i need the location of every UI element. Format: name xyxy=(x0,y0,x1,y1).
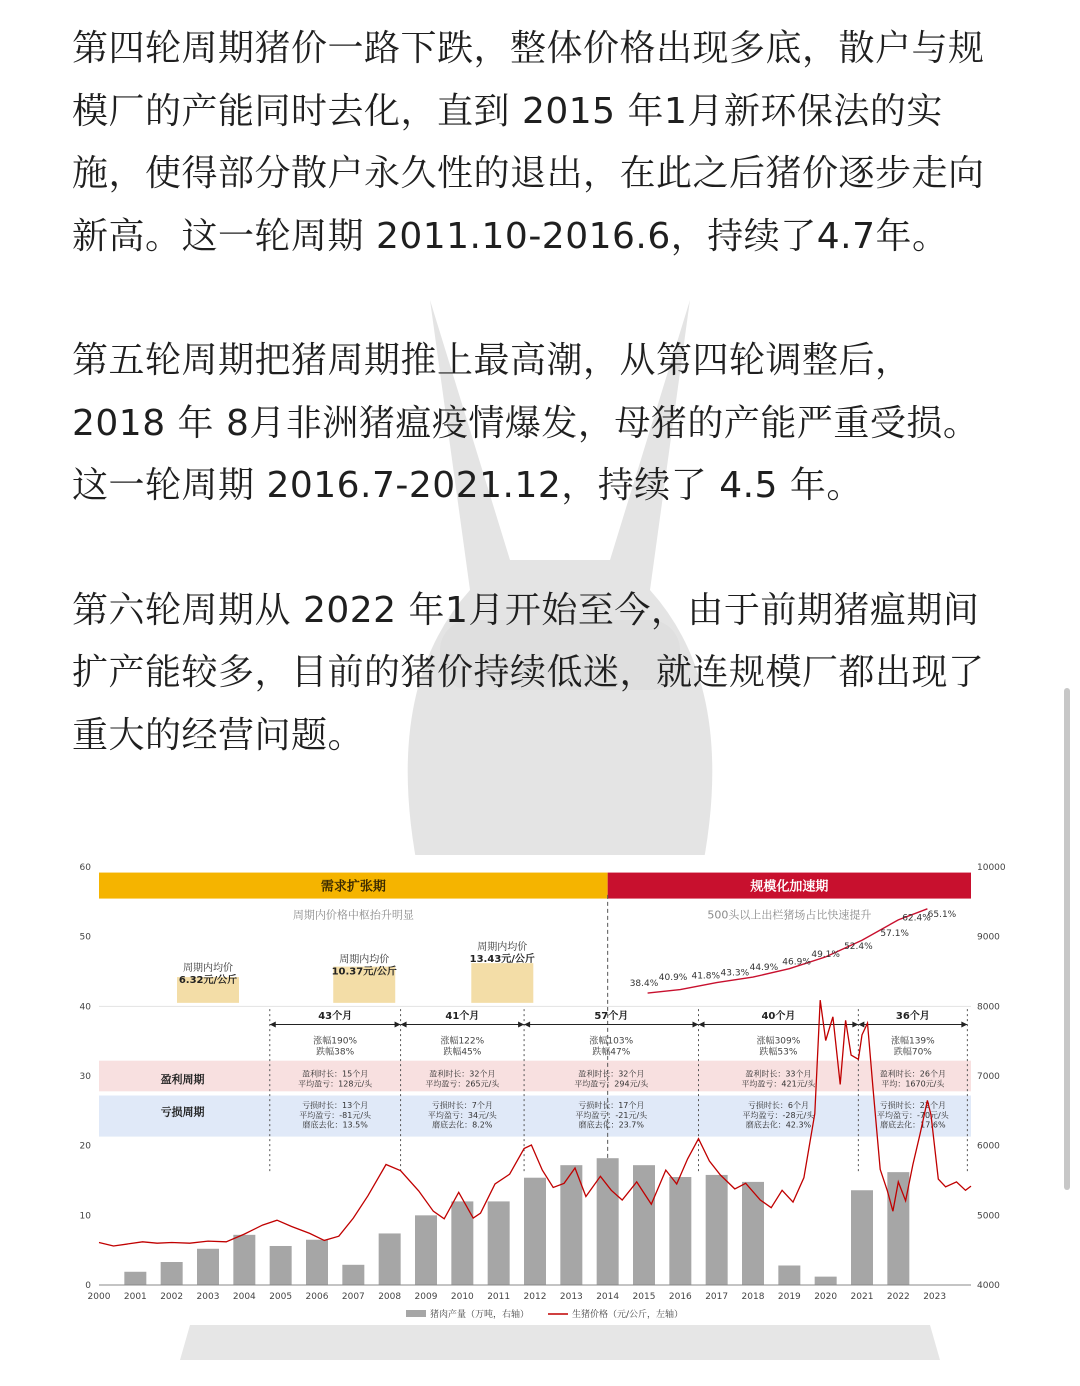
phase-subtitle-demand: 周期内价格中枢抬升明显 xyxy=(292,908,414,922)
x-axis-tick-2001: 2001 xyxy=(123,1292,147,1302)
x-axis-tick-2012: 2012 xyxy=(523,1292,547,1302)
scale-share-label-6: 46.9% xyxy=(782,957,811,968)
cycle-destock-4: 磨底去化：42.3% xyxy=(745,1120,812,1130)
cycle-profit-time-3: 盈利时长：32个月 xyxy=(578,1069,645,1079)
x-axis-tick-2007: 2007 xyxy=(341,1292,365,1302)
right-axis-tick-4000: 4000 xyxy=(977,1281,1000,1291)
avg-price-value-2: 10.37元/公斤 xyxy=(331,966,397,978)
avg-price-label-2: 周期内均价 xyxy=(339,954,390,966)
right-axis-tick-6000: 6000 xyxy=(977,1141,1000,1152)
x-axis-tick-2023: 2023 xyxy=(923,1292,947,1302)
x-axis-tick-2002: 2002 xyxy=(160,1292,184,1302)
cycle-destock-3: 磨底去化：23.7% xyxy=(578,1120,645,1130)
cycle-rise-3: 涨幅103% xyxy=(589,1036,634,1047)
cycle-duration-4: 40个月 xyxy=(761,1010,796,1022)
cycle-loss-time-1: 亏损时长：13个月 xyxy=(302,1101,369,1111)
production-bar-2019 xyxy=(778,1265,800,1285)
paragraph-cycle-4: 第四轮周期猪价一路下跌，整体价格出现多底，散户与规模厂的产能同时去化，直到 2015 年1月新环保法的实施，使得部分散户永久性的退出，在此之后猪价逐步走向新高。这一轮周期 2011.10-2016.6，持续了4.7年。 xyxy=(72,28,985,257)
left-axis-tick-50: 50 xyxy=(79,932,91,943)
cycle-profit-time-5: 盈利时长：26个月 xyxy=(879,1069,946,1079)
scale-share-label-1: 38.4% xyxy=(629,979,659,990)
cycle-loss-time-5: 亏损时长：22个月 xyxy=(879,1101,946,1111)
production-bar-2016 xyxy=(669,1177,691,1285)
cycle-loss-time-2: 亏损时长：7个月 xyxy=(431,1101,493,1111)
x-axis-tick-2005: 2005 xyxy=(269,1292,293,1302)
x-axis-tick-2003: 2003 xyxy=(196,1292,220,1302)
phase-subtitle-scale: 500头以上出栏猪场占比快速提升 xyxy=(707,908,872,922)
scale-share-label-8: 52.4% xyxy=(844,942,873,953)
avg-price-label-1: 周期内均价 xyxy=(183,963,233,975)
scrollbar-thumb[interactable] xyxy=(1064,688,1070,1190)
x-axis-tick-2009: 2009 xyxy=(414,1292,438,1302)
phase-label-scale: 规模化加速期 xyxy=(750,879,829,895)
paragraph-cycle-5: 第五轮周期把猪周期推上最高潮，从第四轮调整后，2018 年 8月非洲猪瘟疫情爆发，母猪的产能严重受损。这一轮周期 2016.7-2021.12，持续了 4.5 年。 xyxy=(72,340,980,506)
production-bar-2021 xyxy=(851,1190,873,1285)
cycle-destock-1: 磨底去化：13.5% xyxy=(302,1120,368,1130)
chart-svg xyxy=(72,855,1008,1325)
cycle-rise-2: 涨幅122% xyxy=(440,1036,485,1047)
x-axis-tick-2016: 2016 xyxy=(668,1292,692,1302)
cycle-profit-avg-3: 平均盈亏：294元/头 xyxy=(574,1079,649,1089)
production-bar-2009 xyxy=(415,1215,437,1285)
production-bar-2002 xyxy=(161,1262,183,1285)
x-axis-tick-2018: 2018 xyxy=(741,1292,765,1302)
x-axis-tick-2013: 2013 xyxy=(559,1292,583,1302)
production-bar-2008 xyxy=(379,1233,401,1285)
production-bar-2012 xyxy=(524,1178,546,1285)
x-axis-tick-2021: 2021 xyxy=(850,1292,874,1302)
cycle-rise-4: 涨幅309% xyxy=(756,1036,801,1047)
production-bar-2007 xyxy=(342,1265,364,1285)
cycle-destock-5: 磨底去化：17.6% xyxy=(880,1120,946,1130)
x-axis-tick-2022: 2022 xyxy=(886,1292,910,1302)
avg-price-box-3 xyxy=(471,963,533,1003)
left-axis-tick-30: 30 xyxy=(79,1072,91,1082)
scale-share-label-2: 40.9% xyxy=(658,972,688,983)
cycle-destock-2: 磨底去化：8.2% xyxy=(432,1120,493,1130)
cycle-rise-1: 涨幅190% xyxy=(313,1036,358,1047)
x-axis-tick-2015: 2015 xyxy=(632,1292,656,1302)
x-axis-tick-2019: 2019 xyxy=(777,1292,801,1302)
left-axis-tick-10: 10 xyxy=(79,1211,91,1222)
cycle-duration-5: 36个月 xyxy=(895,1010,930,1022)
legend-bar-label: 猪肉产量（万吨，右轴） xyxy=(430,1310,530,1320)
cycle-profit-time-1: 盈利时长：15个月 xyxy=(302,1069,369,1079)
x-axis-tick-2004: 2004 xyxy=(232,1292,256,1302)
x-axis-tick-2011: 2011 xyxy=(487,1292,511,1302)
x-axis-tick-2014: 2014 xyxy=(596,1292,620,1302)
loss-band xyxy=(99,1096,971,1137)
cycle-fall-5: 跌幅70% xyxy=(893,1047,932,1058)
right-axis-tick-10000: 10000 xyxy=(977,863,1006,873)
production-bar-2011 xyxy=(488,1201,510,1285)
avg-price-label-3: 周期内均价 xyxy=(477,942,528,954)
scale-share-label-9: 57.1% xyxy=(880,928,909,939)
right-axis-tick-9000: 9000 xyxy=(977,932,1000,943)
cycle-loss-avg-4: 平均盈亏：-28元/头 xyxy=(742,1110,815,1120)
cycle-duration-2: 41个月 xyxy=(445,1010,480,1022)
production-bar-2018 xyxy=(742,1182,764,1285)
right-axis-tick-7000: 7000 xyxy=(977,1072,1000,1082)
cycle-profit-time-2: 盈利时长：32个月 xyxy=(429,1069,496,1079)
cycle-profit-avg-1: 平均盈亏：128元/头 xyxy=(298,1079,373,1089)
production-bar-2001 xyxy=(124,1272,146,1285)
production-bar-2004 xyxy=(233,1235,255,1285)
legend-bar-swatch xyxy=(406,1310,426,1317)
production-bar-2003 xyxy=(197,1249,219,1285)
cycle-profit-avg-2: 平均盈亏：265元/头 xyxy=(425,1079,500,1089)
row-label-profit: 盈利周期 xyxy=(160,1072,205,1086)
phase-label-demand: 需求扩张期 xyxy=(320,879,386,895)
scale-share-label-11: 65.1% xyxy=(927,910,957,921)
scale-share-label-7: 49.1% xyxy=(811,949,840,960)
production-bar-2006 xyxy=(306,1240,328,1285)
cycle-loss-avg-3: 平均盈亏：-21元/头 xyxy=(575,1110,648,1120)
x-axis-tick-2006: 2006 xyxy=(305,1292,329,1302)
production-bar-2022 xyxy=(887,1172,909,1285)
scale-share-label-4: 43.3% xyxy=(720,968,750,979)
cycle-duration-1: 43个月 xyxy=(318,1010,353,1022)
cycle-loss-avg-2: 平均盈亏：34元/头 xyxy=(427,1110,497,1120)
production-bar-2020 xyxy=(815,1277,837,1285)
avg-price-value-1: 6.32元/公斤 xyxy=(178,975,238,987)
scale-share-label-3: 41.8% xyxy=(691,971,721,982)
cycle-profit-avg-4: 平均盈亏：421元/头 xyxy=(741,1079,816,1089)
row-label-loss: 亏损周期 xyxy=(160,1105,205,1119)
left-axis-tick-20: 20 xyxy=(79,1141,91,1152)
cycle-fall-4: 跌幅53% xyxy=(759,1047,798,1058)
left-axis-tick-60: 60 xyxy=(79,863,91,873)
cycle-loss-time-3: 亏损时长：17个月 xyxy=(578,1101,645,1111)
cycle-fall-2: 跌幅45% xyxy=(443,1047,482,1058)
cycle-profit-time-4: 盈利时长：33个月 xyxy=(745,1069,812,1079)
production-bar-2005 xyxy=(270,1246,292,1285)
x-axis-tick-2010: 2010 xyxy=(450,1292,474,1302)
right-axis-tick-5000: 5000 xyxy=(977,1211,1000,1222)
article-body xyxy=(72,18,1002,767)
cycle-fall-1: 跌幅38% xyxy=(316,1047,355,1058)
left-axis-tick-40: 40 xyxy=(79,1002,91,1013)
cycle-loss-time-4: 亏损时长：6个月 xyxy=(747,1101,809,1111)
hog-cycle-chart xyxy=(72,855,1008,1325)
avg-price-value-3: 13.43元/公斤 xyxy=(469,954,535,966)
profit-band xyxy=(99,1061,971,1092)
cycle-profit-avg-5: 平均：1670元/头 xyxy=(881,1079,945,1089)
x-axis-tick-2000: 2000 xyxy=(87,1292,111,1302)
right-axis-tick-8000: 8000 xyxy=(977,1002,1000,1013)
cycle-rise-5: 涨幅139% xyxy=(890,1036,935,1047)
production-bar-2017 xyxy=(706,1175,728,1285)
production-bar-2010 xyxy=(451,1201,473,1285)
paragraph-cycle-6: 第六轮周期从 2022 年1月开始至今，由于前期猪瘟期间扩产能较多，目前的猪价持续低迷，就连规模厂都出现了重大的经营问题。 xyxy=(72,589,985,756)
x-axis-tick-2020: 2020 xyxy=(814,1292,838,1302)
scale-share-label-10: 62.4% xyxy=(902,913,931,924)
x-axis-tick-2008: 2008 xyxy=(378,1292,402,1302)
cycle-duration-3: 57个月 xyxy=(594,1010,629,1022)
x-axis-tick-2017: 2017 xyxy=(705,1292,729,1302)
left-axis-tick-0: 0 xyxy=(85,1281,91,1291)
cycle-fall-3: 跌幅47% xyxy=(592,1047,631,1058)
cycle-loss-avg-5: 平均盈亏：-70元/头 xyxy=(876,1110,949,1120)
cycle-loss-avg-1: 平均盈亏：-81元/头 xyxy=(299,1110,372,1120)
legend-line-label: 生猪价格（元/公斤，左轴） xyxy=(572,1310,684,1320)
scale-share-label-5: 44.9% xyxy=(749,963,779,974)
